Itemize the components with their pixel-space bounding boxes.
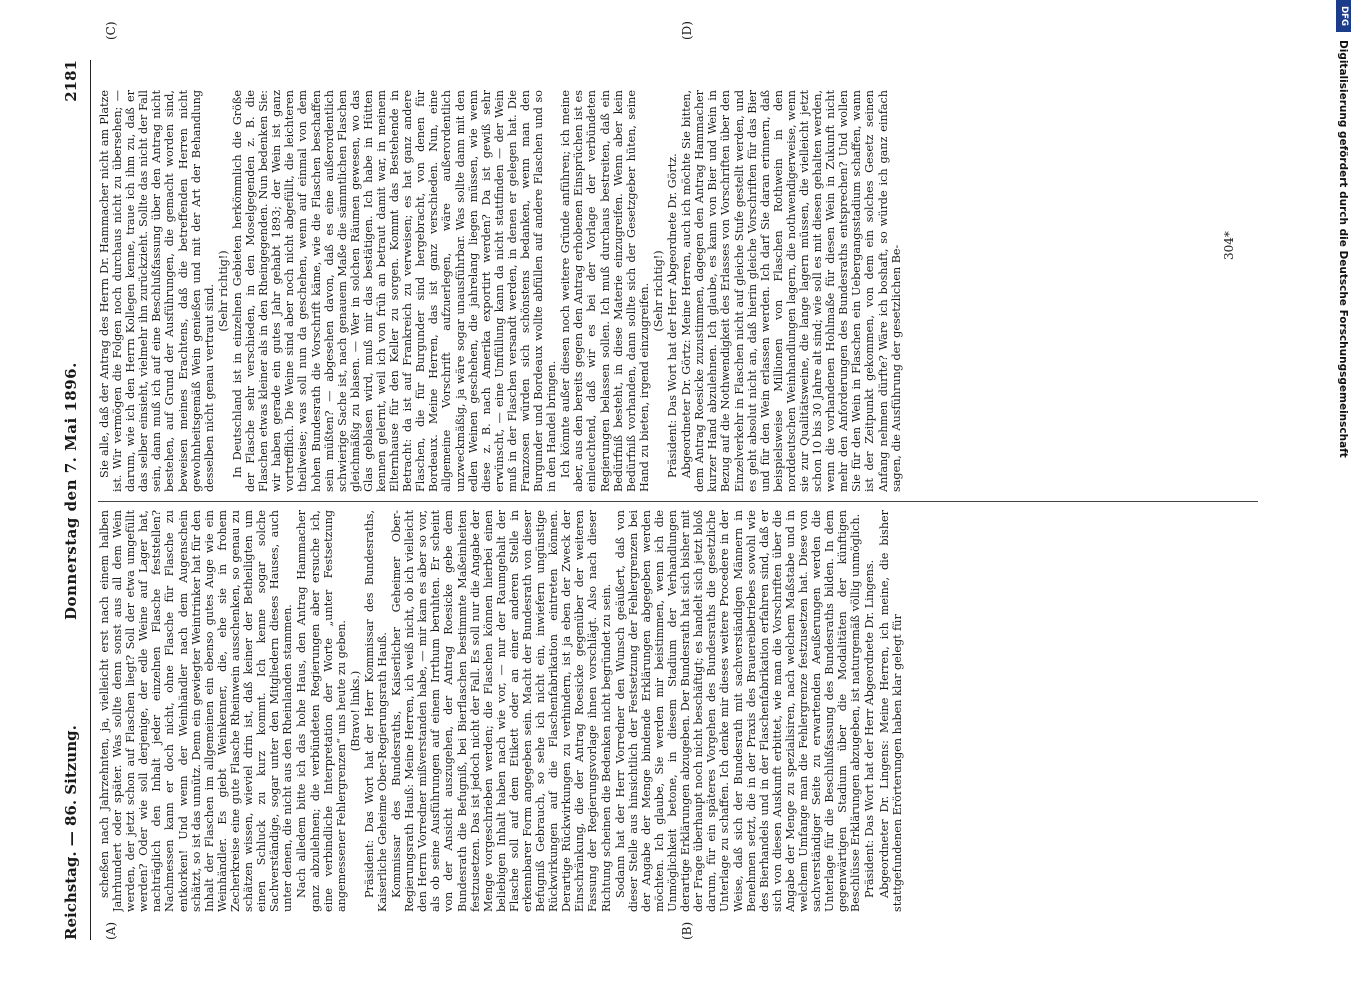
- page-header: [62, 60, 86, 940]
- header-date: Donnerstag den 7. Mai 1896.: [62, 362, 80, 620]
- speaker-paragraph: Kommissar des Bundesraths, Kaiserlicher Geheimer Ober-Regierungsrath Hauß: Meine Herren, ich weiß nicht, ob ich vielleicht den Herrn Vorredner mißverstanden habe, — mir kam es aber so vor, als ob seine Ausführungen auf einem Irrthum beruhten. Er scheint von der Ansicht auszugehen, der Antrag Roesicke gebe dem Bundesrath die Befugniß, bei Bierflaschen bestimmte Maßeinheiten festzusetzen. Das ist jedoch nicht der Fall. Es soll nur die Angabe der Menge vorgeschrieben werden; die Flaschen können hierbei einen beliebigen Inhalt haben nach wie vor, — nur der Raumgehalt der Flasche soll auf dem Etikett oder an einer anderen Stelle in erkennbarer Form angegeben sein. Macht der Bundesrath von dieser Befugniß Gebrauch, so sehe ich nicht ein, inwiefern ungünstige Rückwirkungen auf die Flaschenfabrikation eintreten können. Derartige Rückwirkungen zu verhindern, ist ja eben der Zweck der Einschränkung, die der Antrag Roesicke gegenüber der weiteren Fassung der Regierungsvorlage ihnen vorschlägt. Also nach dieser Richtung scheinen die Bedenken nicht begründet zu sein.: [390, 510, 613, 912]
- margin-letter-a: (A): [104, 921, 118, 940]
- margin-letter-d: (D): [680, 21, 694, 40]
- paragraph: Sodann hat der Herr Vorredner den Wunsch geäußert, daß von dieser Stelle aus hinsichtlich der Festsetzung der Fehlergrenzen bei der Angabe der Menge bindende Erklärungen abgegeben werden möchten. Ich glaube, Sie werden mir beistimmen, wenn ich die Unmöglichkeit betone, in diesem Stadium der Verhandlungen derartige Erklärungen abzugeben. Der Bundesrath hat sich bisher mit der Frage überhaupt noch nicht beschäftigt; es handelt sich jetzt bloß darum, für ein späteres Vorgehen des Bundesraths die gesetzliche Unterlage zu schaffen. Ich denke mir dieses weitere Procedere in der Weise, daß sich der Bundesrath mit sachverständigen Männern in Benehmen setzt, die in der Praxis des Brauereibetriebes sowohl wie des Bierhandels und in der Flaschenfabrikation erfahren sind, daß er sich von diesen Auskunft erbittet, wie man die Vorschriften über die Angabe der Menge zu spezialisiren, nach welchem Maßstabe und in welchem Umfange man die Fehlergrenze festzusetzen hat. Diese von sachverständiger Seite zu erwartenden Aeußerungen werden die Unterlage für die Beschlußfassung des Bundesraths bilden. In dem gegenwärtigen Stadium über die Modalitäten der künftigen Beschlüsse Erklärungen abzugeben, ist naturgemäß völlig unmöglich.: [613, 510, 863, 912]
- column-divider: [98, 501, 1258, 502]
- digitization-strip: [1333, 0, 1353, 1000]
- interjection: (Bravo! links.): [348, 670, 362, 752]
- speaker-paragraph: Präsident: Das Wort hat der Herr Abgeordnete Dr. Lingens.: [863, 559, 877, 898]
- paragraph: scheßen nach Jahrzehnten, ja, vielleicht erst nach einem halben Jahrhundert oder später. Was sollte denn sonst aus all dem Wein werden, der jetzt schon auf Flaschen liegt? Soll der etwa umgefüllt werden? Oder wie soll derjenige, der edle Weine auf Lager hat, nachträglich den Inhalt jeder einzelnen Flasche feststellen? Nachmessen kann er doch nicht, ohne Flasche für Flasche zu entkorken! Und wenn der Weinhändler nach dem Augenschein schätzt, so ist das unnütz. Denn ein gewiegter Weintrinker hat für den Inhalt der Flaschen im allgemeinen ein ebenso gutes Auge wie ein Weinhändler. Es giebt Weinkenner, die, ehe sie in frohem Zecherkreise eine gute Flasche Rheinwein ausschenken, so genau zu schätzen wissen, wieviel drin ist, daß keiner der Betheiligten um einen Schluck zu kurz kommt. Ich kenne sogar solche Sachverständige, sogar unter den Mitgliedern dieses Hauses, auch unter denen, die nicht aus den Rheinlanden stammen.: [98, 510, 295, 912]
- folio-number: 304*: [1222, 231, 1236, 260]
- digitization-note: Digitalisierung gefördert durch die Deutsche Forschungsgemeinschaft: [1337, 40, 1349, 458]
- paragraph: Ich könnte außer diesen noch weitere Gründe anführen; ich meine aber, aus den bereits gegen den Antrag erhobenen Einsprüchen ist es einleuchtend, daß wir es bei der Vorlage der verbündeten Regierungen belassen sollen. Ich muß durchaus bestreiten, daß ein Bedürfniß besteht, in diese Materie einzugreifen. Wenn aber kein Bedürfniß vorhanden, dann sollte sich der Gesetzgeber hüten, seine Hand zu bieten, irgend einzugreifen.: [559, 90, 651, 492]
- header-page-number: 2181: [62, 60, 80, 102]
- paragraph: In Deutschland ist in einzelnen Gebieten herkömmlich die Größe der Flasche sehr verschieden, in den Moselgegenden z. B. die Flaschen etwas kleiner als in den Rheingegenden. Nun bedenken Sie: wir haben gerade ein gutes Jahr gehabt 1893; der Wein ist ganz vortrefflich. Die Weine sind aber noch nicht abgefüllt, die leichteren theilweise; was soll nun da geschehen, wenn auf einmal von dem hohen Bundesrath die Vorschrift käme, wie die Flaschen beschaffen sein müßten? — abgesehen davon, daß es eine außerordentlich schwierige Sache ist, nach genauem Maße die sämmtlichen Flaschen gleichmäßig zu blasen. — Wer in solchen Räumen gewesen, wo das Glas geblasen wird, muß mir das bestätigen. Ich habe in Hütten kennen gelernt, weil ich von früh an betraut damit war, in meinem Elternhause für den Keller zu sorgen. Kommt das Bestehende in Betracht: da ist auf Frankreich zu verweisen; es hat ganz andere Flaschen, die für Burgunder sind hergebracht, von denen für Bordeaux. Meine Herren, das ist ganz verschieden. Nun, eine allgemeine Vorschrift aufzuerlegen, wäre außerordentlich unzweckmäßig, ja wäre sogar unausführbar. Was sollte dann mit den edlen Weinen geschehen, die jahrelang liegen müssen, wie wenn diese z. B. nach Amerika exportirt werden? Da ist gewiß sehr erwünscht, — eine Umfüllung kann da nicht stattfinden — der Wein muß in der Flaschen versandt werden, in denen er gelegen hat. Die Franzosen würden sich schönstens bedanken, wenn man den Burgunder und Bordeaux wollte abfüllen auf andere Flaschen und so in den Handel bringen.: [230, 90, 559, 492]
- speaker-paragraph: Präsident: Das Wort hat der Herr Kommissar des Bundesraths, Kaiserliche Geheime Ober-Regierungsrath Hauß.: [362, 510, 389, 912]
- interjection: (Sehr richtig!): [651, 250, 665, 332]
- margin-letter-c: (C): [104, 21, 118, 40]
- left-text-column: [98, 510, 1258, 912]
- paragraph: Sie alle, daß der Antrag des Herrn Dr. Hammacher nicht am Platze ist. Wir vermögen die Folgen noch durchaus nicht zu übersehen; — darum, wie ich den Herrn Kollegen kenne, traue ich ihm zu, daß er das selber einsieht, vielmehr ihn zurückzieht. Sollte das nicht der Fall sein, dann muß ich auf eine Beschlußfassung über den Antrag nicht bestehen, auf Grund der Ausführungen, die gemacht worden sind, beweisen meines Erachtens, daß die betreffenden Herren nicht gewohnheitsgemäß Wein genießen und mit der Art der Behandlung desselben nicht genau vertraut sind.: [98, 90, 216, 492]
- header-rule: [90, 60, 91, 940]
- digitization-sidebar: [1333, 0, 1353, 1000]
- interjection: (Sehr richtig!): [216, 250, 230, 332]
- speaker-paragraph: Abgeordneter Dr. Lingens: Meine Herren, ich meine, die bisher stattgefundenen Erörterungen haben klar gelegt für: [877, 510, 904, 912]
- speaker-paragraph: Präsident: Das Wort hat der Herr Abgeordnete Dr. Görtz.: [666, 153, 680, 478]
- header-session: Reichstag. — 86. Sitzung.: [62, 725, 80, 940]
- speaker-paragraph: Abgeordneter Dr. Görtz: Meine Herren, auch ich möchte Sie bitten, dem Antrag Roesicke zuzustimmen, dagegen den Antrag Hammacher kurzer Hand abzulehnen. Ich glaube, es kann von Bier und Wein in Bezug auf die Nothwendigkeit des Erlasses von Vorschriften über den Einzelverkehr in Flaschen nicht auf gleiche Stufe gestellt werden, und es geht absolut nicht an, daß hierin gleiche Vorschriften für das Bier und für den Wein erlassen werden. Ich darf Sie daran erinnern, daß beispielsweise Millionen von Flaschen Rothwein in den norddeutschen Weinhandlungen lagern, die nothwendigerweise, wenn sie zur Qualitätsweine, die lange lagern müssen, die vielleicht jetzt schon 10 bis 30 Jahre alt sind; wie soll es mit diesen gehalten werden, wenn die vorhandenen Hohlmaße für diesen Wein in Zukunft nicht mehr den Anforderungen des Bundesraths entsprechen? Und wollen Sie für den Wein in Flaschen ein Uebergangsstadium schaffen, wann ist der Zeitpunkt gekommen, von dem ein solches Gesetz seinen Anfang nehmen dürfte? Wäre ich boshaft, so würde ich ganz einfach sagen, die Ausführung der gesetzlichen Be-: [680, 90, 903, 492]
- margin-letter-b: (B): [680, 921, 694, 940]
- paragraph: Nach alledem bitte ich das hohe Haus, den Antrag Hammacher ganz abzulehnen; die verbündeten Regierungen aber ersuche ich, eine verbindliche Interpretation der Worte „unter Festsetzung angemessener Fehlergrenzen“ uns heute zu geben.: [295, 510, 348, 912]
- dfg-logo: DFG: [1336, 0, 1351, 32]
- right-text-column: [98, 90, 1258, 492]
